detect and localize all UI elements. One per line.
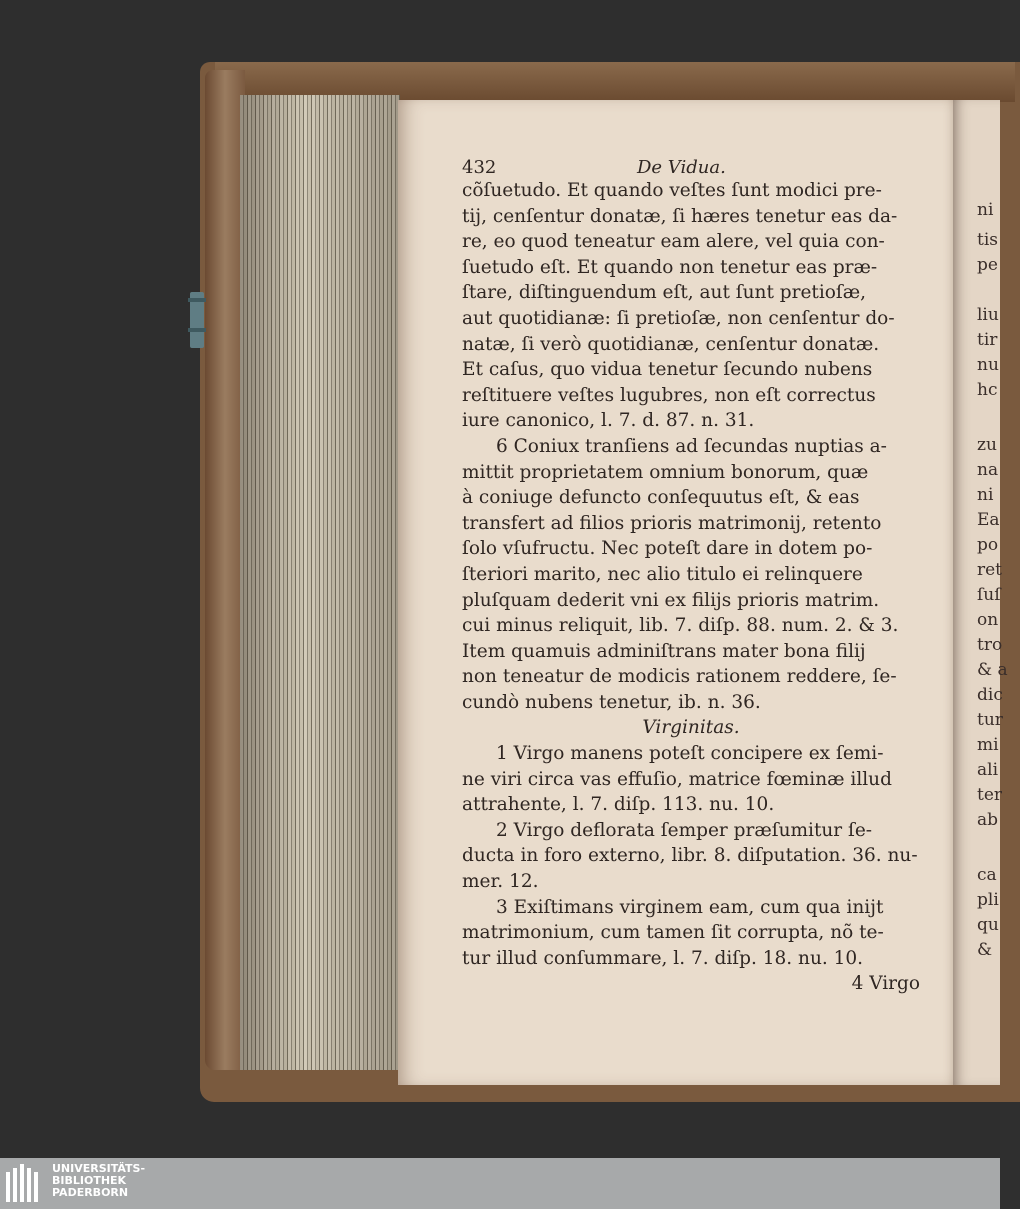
virginitas-line: matrimonium, cum tamen ſit corrupta, nõ te- <box>462 922 884 944</box>
right-page-fragment: liu <box>977 305 999 325</box>
virginitas-line: mer. 12. <box>462 871 539 893</box>
page-header <box>462 150 920 178</box>
running-head: De Vidua. <box>637 157 726 178</box>
catchword: 4 Virgo <box>851 973 920 995</box>
right-page-fragment: nu <box>977 355 999 375</box>
right-page-fragment: qu <box>977 915 999 935</box>
right-page-fragment: pli <box>977 890 999 910</box>
right-page-fragment: ali <box>977 760 999 780</box>
clasp-icon <box>190 292 204 348</box>
right-page-fragment: tro <box>977 635 1003 655</box>
right-page-fragment: Ea <box>977 510 1000 530</box>
virginitas-line: attrahente, l. 7. diſp. 113. nu. 10. <box>462 794 775 816</box>
text-line: aut quotidianæ: ſi pretioſæ, non cenſentur do- <box>462 307 895 329</box>
right-page <box>953 100 1008 1085</box>
paragraph-line: mittit proprietatem omnium bonorum, quæ <box>462 461 869 483</box>
paragraph-line: à coniuge defuncto conſequutus eſt, & eas <box>462 487 860 509</box>
library-name-line: PADERBORN <box>52 1186 129 1199</box>
right-page-fragment: ter <box>977 785 1003 805</box>
book-spine-edge <box>205 70 245 1070</box>
right-page-fragment: ret <box>977 560 1003 580</box>
text-line: tij, cenſentur donatæ, ſi hæres tenetur eas da- <box>462 205 898 227</box>
right-page-fragment: tur <box>977 710 1003 730</box>
text-line: Et caſus, quo vidua tenetur ſecundo nubens <box>462 359 873 381</box>
text-line: ſuetudo eſt. Et quando non tenetur eas præ- <box>462 256 878 278</box>
text-line: natæ, ſi verò quotidianæ, cenſentur donatæ. <box>462 333 880 355</box>
paragraph-line: ſteriori marito, nec alio titulo ei relinquere <box>462 563 863 585</box>
paragraph-line: 6 Coniux tranſiens ad ſecundas nuptias a- <box>496 435 887 457</box>
paragraph-line: ſolo vſufructu. Nec poteſt dare in dotem po- <box>462 538 873 560</box>
right-page-fragment: pe <box>977 255 998 275</box>
paragraph-line: non teneatur de modicis rationem reddere, ſe- <box>462 666 897 688</box>
paragraph-line: pluſquam dederit vni ex filijs prioris matrim. <box>462 589 880 611</box>
virginitas-line: 3 Exiſtimans virginem eam, cum qua inijt <box>496 896 884 918</box>
text-line: ſtare, diſtinguendum eſt, aut ſunt pretioſæ, <box>462 282 867 304</box>
right-page-fragment: & a <box>977 660 1008 680</box>
library-footer <box>0 1158 1000 1209</box>
virginitas-line: ne viri circa vas effuſio, matrice fœminæ illud <box>462 768 892 790</box>
right-page-fragment: tis <box>977 230 998 250</box>
right-page-fragment: ca <box>977 865 997 885</box>
page-text <box>462 150 920 997</box>
section-heading: Virginitas. <box>642 717 740 739</box>
right-page-fragment: na <box>977 460 999 480</box>
right-page-fragment: po <box>977 535 999 555</box>
page-number: 432 <box>462 157 497 178</box>
library-logo-icon <box>6 1164 46 1202</box>
library-name-line: BIBLIOTHEK <box>52 1174 127 1187</box>
page-edges <box>240 95 400 1070</box>
paragraph-line: cundò nubens tenetur, ib. n. 36. <box>462 691 761 713</box>
right-page-fragment: ni <box>977 485 994 505</box>
right-page-fragment: ſuſ <box>977 585 1001 605</box>
text-line: cõſuetudo. Et quando veſtes ſunt modici pre- <box>462 180 882 201</box>
right-page-fragment: mi <box>977 735 999 755</box>
virginitas-line: tur illud conſummare, l. 7. diſp. 18. nu. 10. <box>462 947 864 969</box>
paragraph-line: Item quamuis adminiſtrans mater bona filij <box>462 640 866 662</box>
right-page-fragment: & <box>977 940 993 960</box>
right-page-fragment: tir <box>977 330 998 350</box>
virginitas-line: ducta in foro externo, libr. 8. diſputation. 36. nu- <box>462 845 918 867</box>
right-page-fragment: zu <box>977 435 997 455</box>
right-page-fragment: dic <box>977 685 1003 705</box>
text-line: reſtituere veſtes lugubres, non eſt correctus <box>462 384 876 406</box>
library-name <box>52 1163 145 1199</box>
right-page-fragment: ab <box>977 810 999 830</box>
paragraph-line: cui minus reliquit, lib. 7. diſp. 88. num. 2. & 3. <box>462 615 899 637</box>
virginitas-line: 2 Virgo deflorata ſemper præſumitur ſe- <box>496 819 873 841</box>
virginitas-line: 1 Virgo manens poteſt concipere ex ſemi- <box>496 743 884 765</box>
library-name-line: UNIVERSITÄTS- <box>52 1162 146 1175</box>
paragraph-line: transfert ad filios prioris matrimonij, retento <box>462 512 882 534</box>
right-page-fragment: hc <box>977 380 998 400</box>
right-page-fragment: on <box>977 610 999 630</box>
text-line: iure canonico, l. 7. d. 87. n. 31. <box>462 410 755 432</box>
right-page-fragment: ni <box>977 200 994 220</box>
text-line: re, eo quod teneatur eam alere, vel quia con- <box>462 231 885 253</box>
